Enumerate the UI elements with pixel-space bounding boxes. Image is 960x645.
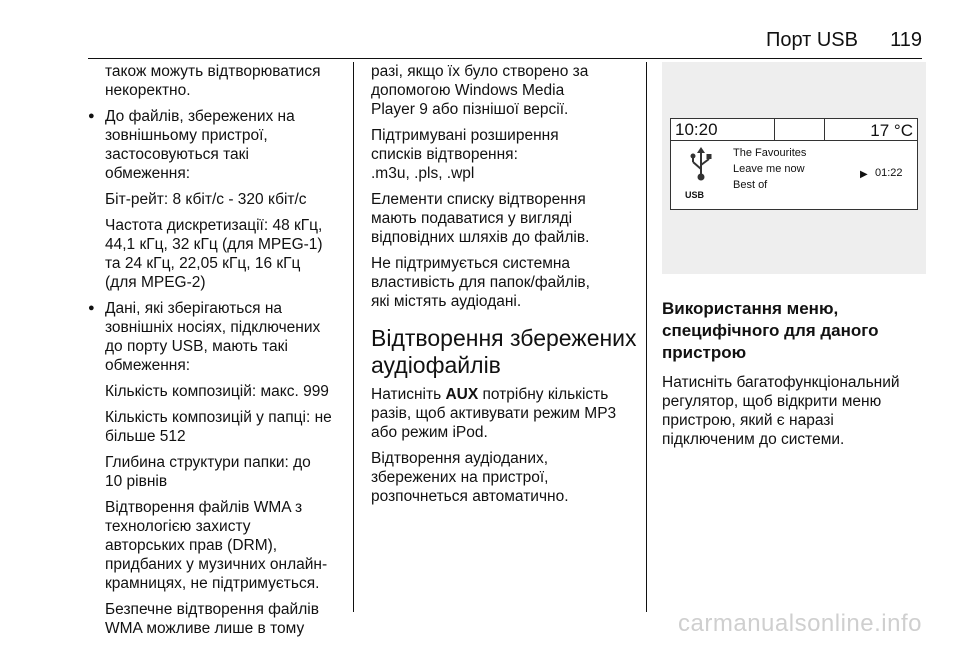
page-number: 119: [890, 29, 922, 51]
column-divider-2: [646, 62, 647, 612]
display-temperature: 17 °C: [870, 121, 913, 140]
paragraph: Відтворення файлів WMA з технологією захисту авторських прав (DRM), придбаних у музичних онлайн- крамницях, не підтримується.: [105, 499, 328, 592]
paragraph: Натисніть багатофункціональний регулятор, щоб відкрити меню пристрою, який є наразі підключеним до системи.: [662, 374, 900, 448]
status-separator: [774, 119, 775, 140]
paragraph: разі, якщо їх було створено за допомогою Windows Media Player 9 або пізнішої версії.: [371, 63, 589, 118]
paragraph: Кількість композицій у папці: не більше 512: [105, 409, 332, 445]
paragraph: Кількість композицій: макс. 999: [105, 383, 329, 400]
column-divider-1: [353, 62, 354, 612]
status-separator: [824, 119, 825, 140]
paragraph: Відтворення аудіоданих, збережених на пристрої, розпочнеться автоматично.: [371, 450, 569, 505]
column-2: [371, 62, 643, 513]
paragraph: [371, 385, 643, 442]
play-icon: ▶: [860, 169, 868, 180]
paragraph: Глибина структури папки: до 10 рівнів: [105, 454, 311, 490]
paragraph: Частота дискретизації: 48 кГц, 44,1 кГц, 32 кГц (для MPEG-1) та 24 кГц, 22,05 кГц, 16 кГц (для MPEG-2): [105, 217, 323, 291]
text-run: Натисніть: [371, 386, 446, 403]
paragraph: Безпечне відтворення файлів WMA можливе лише в тому: [105, 601, 319, 637]
section-heading: Використання меню, специфічного для даного пристрою: [662, 299, 879, 362]
paragraph: Елементи списку відтворення мають подаватися у вигляді відповідних шляхів до файлів.: [371, 191, 590, 246]
header-divider: [88, 58, 922, 59]
text-run: потрібну кількість разів, щоб активувати режим MP3 або режим iPod.: [371, 386, 617, 441]
bullet-item: ● До файлів, збережених на зовнішньому пристрої, застосовуються такі обмеження:: [88, 107, 350, 183]
infotainment-display: [670, 118, 918, 210]
paragraph: Біт-рейт: 8 кбіт/с - 320 кбіт/с: [105, 191, 307, 208]
list-item: The Favourites: [733, 147, 807, 159]
display-status-bar: [671, 119, 917, 141]
list-item: Leave me now: [733, 163, 805, 175]
column-3: [662, 62, 952, 456]
display-illustration: [662, 62, 926, 274]
paragraph: також можуть відтворюватися некоректно.: [105, 63, 321, 99]
aux-button-label: AUX: [445, 386, 479, 403]
paragraph: Підтримувані розширення списків відтворення: .m3u, .pls, .wpl: [371, 127, 559, 182]
section-heading: Відтворення збережених аудіофайлів: [371, 325, 637, 378]
paragraph: Не підтримується системна властивість для папок/файлів, які містять аудіодані.: [371, 255, 590, 310]
usb-label: USB: [685, 190, 705, 200]
track-duration: 01:22: [875, 167, 903, 179]
bullet-item: ● Дані, які зберігаються на зовнішніх носіях, підключених до порту USB, мають такі обмеження:: [88, 299, 350, 375]
usb-icon: [689, 147, 713, 181]
page-header-title: Порт USB: [765, 29, 858, 51]
display-time: 10:20: [675, 120, 718, 139]
watermark: carmanualsonline.info: [678, 610, 922, 637]
list-item: Best of: [733, 179, 768, 191]
column-1: [88, 62, 350, 645]
